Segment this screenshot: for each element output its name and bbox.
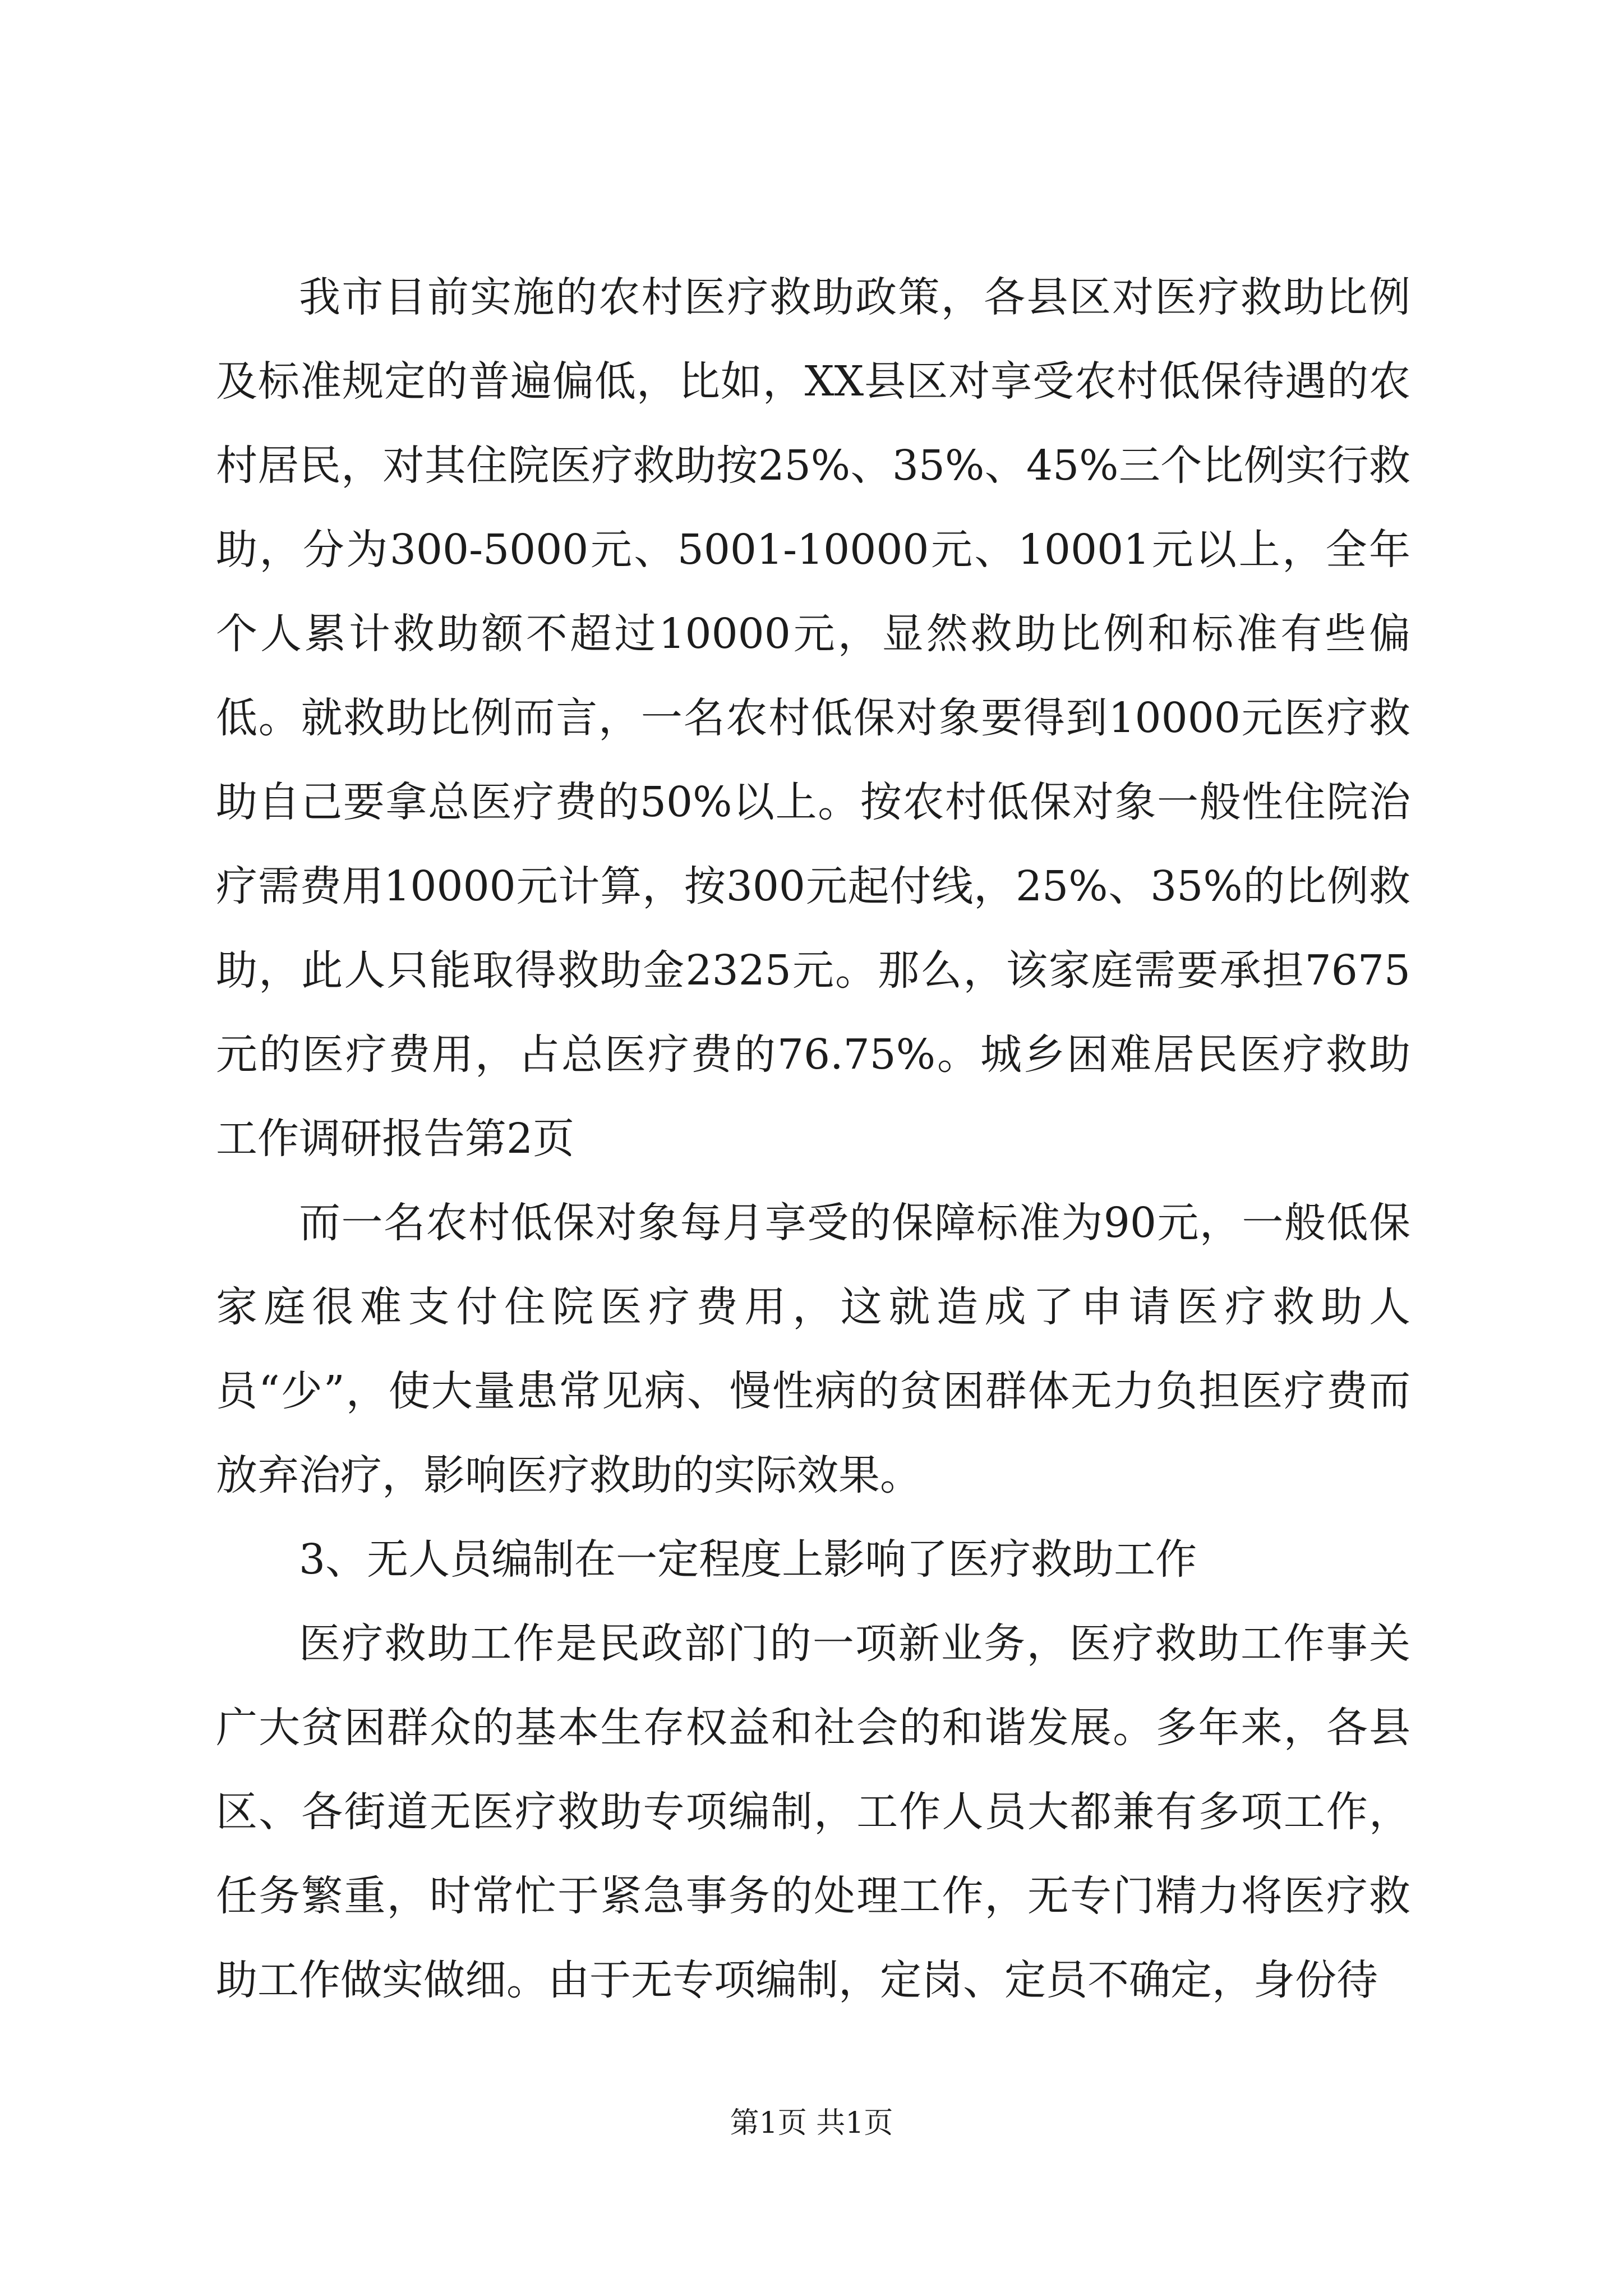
paragraph-low-income-standard: 而一名农村低保对象每月享受的保障标准为90元，一般低保家庭很难支付住院医疗费用，这就造成了申请医疗救助人员“少”，使大量患常见病、慢性病的贫困群体无力负担医疗费而放弃治疗，影响医疗救助的实际效果。 <box>216 1199 1410 1499</box>
page-footer: 第1页 共1页 <box>730 2106 893 2140</box>
section-heading-staffing: 3、无人员编制在一定程度上影响了医疗救助工作 <box>299 1535 1197 1584</box>
paragraph-rescue-ratio: 我市目前实施的农村医疗救助政策，各县区对医疗救助比例及标准规定的普遍偏低，比如，XX县区对享受农村低保待遇的农村居民，对其住院医疗救助按25%、35%、45%三个比例实行救助，分为300-5000元、5001-10000元、10001元以上，全年个人累计救助额不超过10000元，显然救助比例和标准有些偏低。就救助比例而言，一名农村低保对象要得到10000元医疗救助自己要拿总医疗费的50%以上。按农村低保对象一般性住院治疗需费用10000元计算，按300元起付线，25%、35%的比例救助，此人只能取得救助金2325元。那么，该家庭需要承担7675元的医疗费用，占总医疗费的76.75%。城乡困难居民医疗救助工作调研报告第2页 <box>216 273 1410 1163</box>
document-body <box>216 255 1410 2022</box>
paragraph-staffing: 医疗救助工作是民政部门的一项新业务，医疗救助工作事关广大贫困群众的基本生存权益和社会的和谐发展。多年来，各县区、各街道无医疗救助专项编制，工作人员大都兼有多项工作，任务繁重，时常忙于紧急事务的处理工作，无专门精力将医疗救助工作做实做细。由于无专项编制，定岗、定员不确定，身份待 <box>216 1619 1410 2004</box>
